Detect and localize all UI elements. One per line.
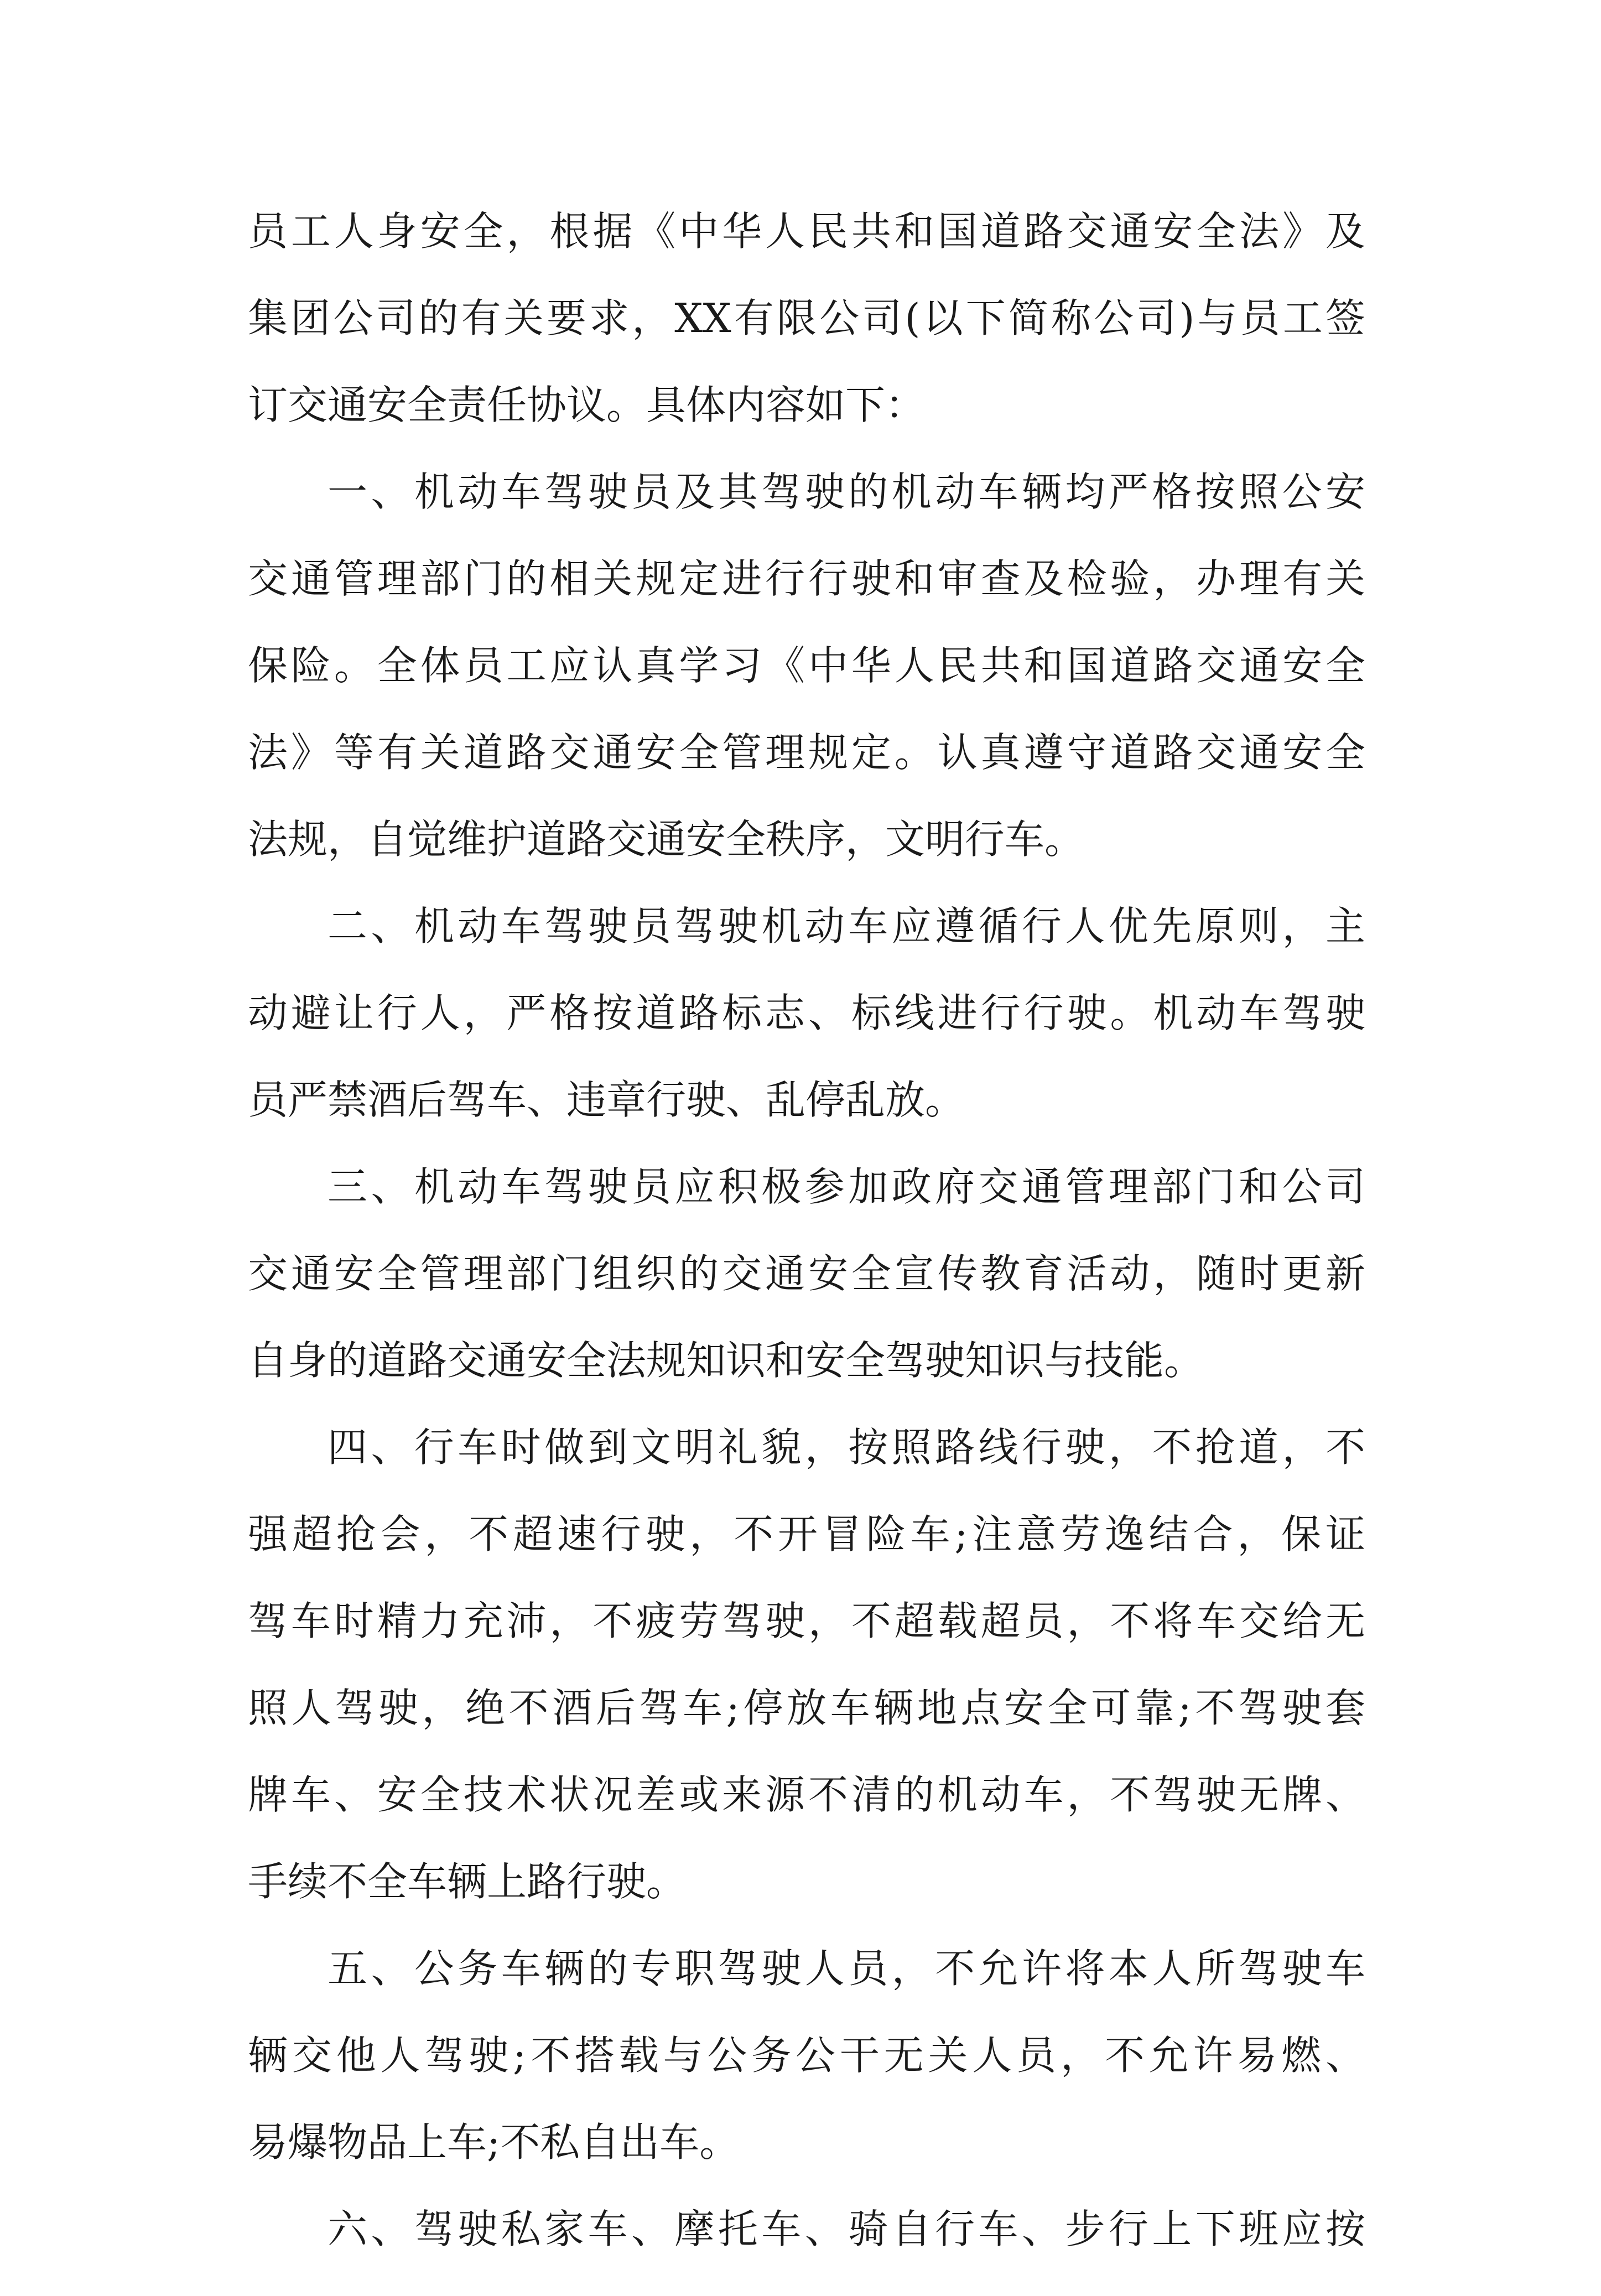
text-line: 辆交他人驾驶;不搭载与公务公干无关人员，不允许易燃、 xyxy=(248,2032,1365,2079)
paragraph-2-start: 二、机动车驾驶员驾驶机动车应遵循行人优先原则，主 xyxy=(328,903,1365,949)
text-line: 员严禁酒后驾车、违章行驶、乱停乱放。 xyxy=(248,1077,965,1123)
paragraph-4-start: 四、行车时做到文明礼貌，按照路线行驶，不抢道，不 xyxy=(328,1424,1365,1471)
text-line: 法》等有关道路交通安全管理规定。认真遵守道路交通安全 xyxy=(248,729,1365,776)
paragraph-5-start: 五、公务车辆的专职驾驶人员，不允许将本人所驾驶车 xyxy=(328,1945,1365,1992)
text-line: 集团公司的有关要求，XX有限公司(以下简称公司)与员工签 xyxy=(248,295,1365,341)
text-line: 交通管理部门的相关规定进行行驶和审查及检验，办理有关 xyxy=(248,555,1365,602)
text-line: 照人驾驶，绝不酒后驾车;停放车辆地点安全可靠;不驾驶套 xyxy=(248,1685,1365,1731)
document-body xyxy=(248,208,1365,2296)
text-line: 动避让行人，严格按道路标志、标线进行行驶。机动车驾驶 xyxy=(248,990,1365,1036)
text-line: 强超抢会，不超速行驶，不开冒险车;注意劳逸结合，保证 xyxy=(248,1511,1365,1557)
text-line: 保险。全体员工应认真学习《中华人民共和国道路交通安全 xyxy=(248,642,1365,689)
text-line: 牌车、安全技术状况差或来源不清的机动车，不驾驶无牌、 xyxy=(248,1772,1365,1818)
text-line: 驾车时精力充沛，不疲劳驾驶，不超载超员，不将车交给无 xyxy=(248,1598,1365,1644)
text-line: 员工人身安全，根据《中华人民共和国道路交通安全法》及 xyxy=(248,208,1365,254)
text-line: 法规，自觉维护道路交通安全秩序，文明行车。 xyxy=(248,816,1085,863)
text-line: 订交通安全责任协议。具体内容如下： xyxy=(248,382,926,428)
paragraph-6-start: 六、驾驶私家车、摩托车、骑自行车、步行上下班应按 xyxy=(328,2206,1365,2252)
paragraph-1-start: 一、机动车驾驶员及其驾驶的机动车辆均严格按照公安 xyxy=(328,469,1365,515)
text-line: 自身的道路交通安全法规知识和安全驾驶知识与技能。 xyxy=(248,1337,1204,1384)
paragraph-3-start: 三、机动车驾驶员应积极参加政府交通管理部门和公司 xyxy=(328,1163,1365,1210)
text-line: 交通安全管理部门组织的交通安全宣传教育活动，随时更新 xyxy=(248,1250,1365,1297)
text-line: 手续不全车辆上路行驶。 xyxy=(248,1858,687,1905)
text-line: 易爆物品上车;不私自出车。 xyxy=(248,2119,740,2165)
